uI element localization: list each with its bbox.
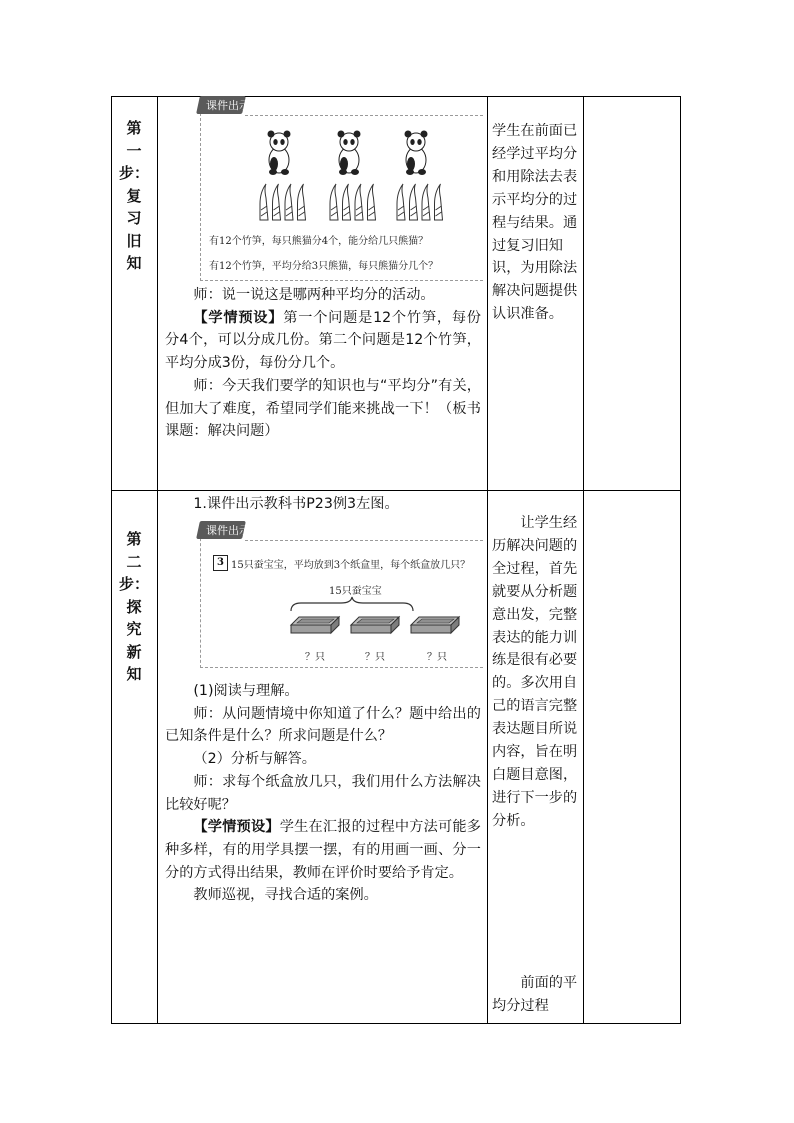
side-note: 前面的平均分过程 bbox=[492, 975, 578, 1014]
bamboo-shoot-icon bbox=[298, 184, 306, 220]
paragraph: (1)阅读与理解。 bbox=[193, 683, 299, 699]
side-note: 让学生经历解决问题的全过程，首先就要从分析题意出发，完整表达的能力训练是很有必要的。多次用自己的语言完整表达题目所说内容，旨在明白题目意图，进行下一步的分析。 bbox=[492, 515, 578, 829]
review-main-text bbox=[165, 284, 481, 443]
paragraph: 【学情预设】第一个问题是12个竹笋，每份分4个，可以分成几份。第二个问题是12个竹笋，平均分成3份，每份分几个。 bbox=[165, 309, 481, 372]
explore-design-intent-continued bbox=[492, 972, 578, 1018]
paper-box-icon bbox=[411, 617, 459, 633]
bamboo-shoot-icon bbox=[273, 184, 281, 220]
example-question: 15只蚕宝宝，平均放到3个纸盒里，每个纸盒放几只？ bbox=[231, 560, 471, 571]
panda-bamboo-illustration bbox=[201, 108, 483, 280]
courseware-header-label: 课件出示 bbox=[206, 524, 250, 537]
box-label: ？只 bbox=[365, 652, 385, 663]
stage-label-explore bbox=[111, 528, 157, 686]
table-divider-2 bbox=[487, 96, 488, 1024]
stage-char: 步： bbox=[118, 164, 149, 182]
bamboo-shoot-icon bbox=[435, 184, 443, 220]
stage-char: 新 bbox=[126, 642, 142, 661]
table-border-top bbox=[111, 96, 681, 97]
stage-label-review bbox=[111, 117, 157, 275]
box-label: ？只 bbox=[427, 652, 447, 663]
bamboo-shoot-icon bbox=[410, 184, 418, 220]
review-design-intent bbox=[492, 120, 578, 326]
stage-char: 习 bbox=[126, 209, 142, 227]
stage-char: 二 bbox=[126, 552, 142, 571]
stage-char: 探 bbox=[126, 597, 142, 616]
bamboo-shoot-icon bbox=[285, 184, 293, 220]
bamboo-shoot-icon bbox=[397, 184, 405, 220]
paper-box-icon bbox=[291, 617, 339, 633]
bamboo-shoot-icon bbox=[330, 184, 338, 220]
table-border-right bbox=[680, 96, 681, 1024]
intro-line: 1.课件出示教科书P23例3左图。 bbox=[193, 496, 399, 512]
stage-char: 复 bbox=[126, 186, 142, 205]
total-label: 15只蚕宝宝 bbox=[329, 586, 382, 597]
paragraph: 师：说一说这是哪两种平均分的活动。 bbox=[193, 287, 435, 303]
explore-intro bbox=[165, 493, 481, 516]
courseware-figure-pandas bbox=[200, 99, 483, 281]
paper-box-icon bbox=[351, 617, 399, 633]
stage-char: 知 bbox=[126, 665, 142, 683]
panda-icon bbox=[338, 131, 361, 176]
explore-main-text bbox=[165, 680, 481, 907]
table-border-bottom bbox=[111, 1023, 681, 1024]
preset-tag: 【学情预设】 bbox=[193, 819, 280, 836]
bamboo-shoot-icon bbox=[260, 184, 268, 220]
table-divider-3 bbox=[583, 96, 584, 1024]
stage-char: 步： bbox=[118, 575, 149, 593]
panda-icon bbox=[268, 131, 291, 176]
explore-design-intent bbox=[492, 512, 578, 833]
example-number-badge: 3 bbox=[213, 555, 228, 571]
stage-char: 知 bbox=[126, 254, 142, 272]
bamboo-shoot-icon bbox=[355, 184, 363, 220]
paragraph: （2）分析与解答。 bbox=[193, 751, 316, 768]
paragraph: 【学情预设】学生在汇报的过程中方法可能多种多样，有的用学具摆一摆，有的用画一画、分一分的方式得出结果，教师在评价时要给予肯定。 bbox=[165, 819, 481, 881]
bamboo-shoot-icon bbox=[368, 184, 376, 220]
lesson-plan-table bbox=[111, 96, 681, 1024]
bamboo-shoot-icon bbox=[343, 184, 351, 220]
stage-char: 第 bbox=[126, 530, 142, 548]
table-divider-1 bbox=[157, 96, 158, 1024]
bamboo-shoot-icon bbox=[422, 184, 430, 220]
box-label: ？只 bbox=[305, 652, 325, 663]
preset-tag: 【学情预设】 bbox=[193, 309, 284, 326]
panda-icon bbox=[405, 131, 428, 176]
figure-caption-1: 有12个竹笋，每只熊猫分4个，能分给几只熊猫？ bbox=[209, 236, 429, 247]
paragraph: 教师巡视，寻找合适的案例。 bbox=[193, 887, 378, 904]
paragraph: 师：求每个纸盒放几只，我们用什么方法解决比较好呢？ bbox=[165, 773, 481, 813]
courseware-figure-silkworms bbox=[200, 524, 483, 668]
stage-char: 旧 bbox=[126, 231, 142, 250]
boxes-illustration bbox=[201, 533, 483, 667]
paragraph: 师：今天我们要学的知识也与“平均分”有关，但加大了难度，希望同学们能来挑战一下！（板书课题：解决问题） bbox=[165, 377, 481, 440]
stage-char: 究 bbox=[126, 620, 142, 638]
courseware-header-label: 课件出示 bbox=[206, 99, 250, 112]
table-row-divider bbox=[111, 490, 681, 491]
brace-shape bbox=[291, 597, 413, 611]
stage-char: 第 bbox=[126, 119, 142, 137]
side-note: 学生在前面已经学过平均分和用除法去表示平均分的过程与结果。通过复习旧知识，为用除法解决问题提供认识准备。 bbox=[492, 123, 578, 323]
figure-caption-2: 有12个竹笋，平均分给3只熊猫，每只熊猫分几个？ bbox=[209, 261, 439, 272]
stage-char: 一 bbox=[126, 141, 142, 160]
paragraph: 师：从问题情境中你知道了什么？题中给出的已知条件是什么？所求问题是什么？ bbox=[165, 705, 481, 745]
